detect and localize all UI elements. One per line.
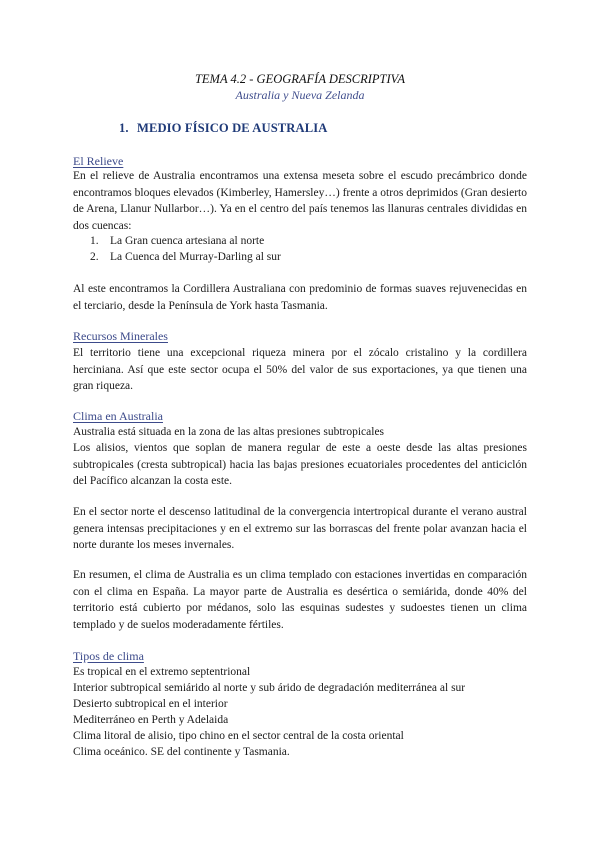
clima-line-1: Australia está situada en la zona de las altas presiones subtropicales — [73, 426, 385, 438]
tipos-item: Clima litoral de alisio, tipo chino en el sector central de la costa oriental — [73, 730, 404, 742]
tipos-item: Es tropical en el extremo septentrional — [73, 666, 251, 678]
list-item-number: 1. — [90, 235, 99, 247]
clima-paragraph-1: Los alisios, vientos que soplan de manera regular de este a oeste desde las altas presiones subtropicales (cresta subtropical) hacia las bajas presiones ecuatoriales procedentes del anticiclón del Pacífico alcanzan la costa este. — [73, 442, 527, 487]
tipos-item: Interior subtropical semiárido al norte y sub árido de degradación mediterránea al sur — [73, 682, 466, 694]
relieve-paragraph-2: Al este encontramos la Cordillera Australiana con predominio de formas suaves rejuvenecidas en el terciario, desde la Península de York hasta Tasmania. — [73, 283, 527, 312]
list-item-number: 2. — [90, 251, 99, 263]
list-item — [90, 249, 281, 265]
subheading-tipos: Tipos de clima — [73, 649, 144, 663]
clima-paragraph-3: En resumen, el clima de Australia es un clima templado con estaciones invertidas en comparación con el clima en España. La mayor parte de Australia es desértica o semiárida, donde 40% del territorio está cubierto por médanos, solo las esquinas sudestes y sudoestes tienen un clima templado y de suelos moderadamente fértiles. — [73, 569, 527, 631]
tipos-item: Desierto subtropical en el interior — [73, 698, 228, 710]
tipos-item: Mediterráneo en Perth y Adelaida — [73, 714, 229, 726]
section-title: MEDIO FÍSICO DE AUSTRALIA — [137, 121, 328, 135]
list-item-text: La Cuenca del Murray-Darling al sur — [110, 251, 281, 263]
clima-paragraph-2: En el sector norte el descenso latitudinal de la convergencia intertropical durante el verano austral genera intensas precipitaciones y en el extremo sur las borrascas del frente polar avanzan hacia el norte durante los meses invernales. — [73, 506, 527, 551]
document-subtitle: Australia y Nueva Zelanda — [235, 88, 365, 102]
section-heading — [119, 120, 327, 136]
list-item — [90, 233, 264, 249]
relieve-paragraph-1: En el relieve de Australia encontramos una extensa meseta sobre el escudo precámbrico donde encontramos bloques elevados (Kimberley, Hamersley…) frente a otros deprimidos (Gran desierto de Arena, Llanur Nullarbor…). Ya en el centro del país tenemos las llanuras centrales divididas en dos cuencas: — [73, 170, 527, 232]
document-title: TEMA 4.2 - GEOGRAFÍA DESCRIPTIVA — [194, 72, 406, 86]
tipos-item: Clima oceánico. SE del continente y Tasmania. — [73, 746, 290, 758]
subheading-clima: Clima en Australia — [73, 409, 163, 423]
list-item-text: La Gran cuenca artesiana al norte — [110, 235, 265, 247]
subheading-relieve: El Relieve — [73, 154, 124, 168]
recursos-paragraph: El territorio tiene una excepcional riqueza minera por el zócalo cristalino y la cordillera herciniana. Así que este sector ocupa el 50% del valor de sus exportaciones, ya que tienen una gran riqueza. — [73, 347, 527, 392]
subheading-recursos: Recursos Minerales — [73, 329, 168, 343]
section-number: 1. — [119, 121, 129, 135]
